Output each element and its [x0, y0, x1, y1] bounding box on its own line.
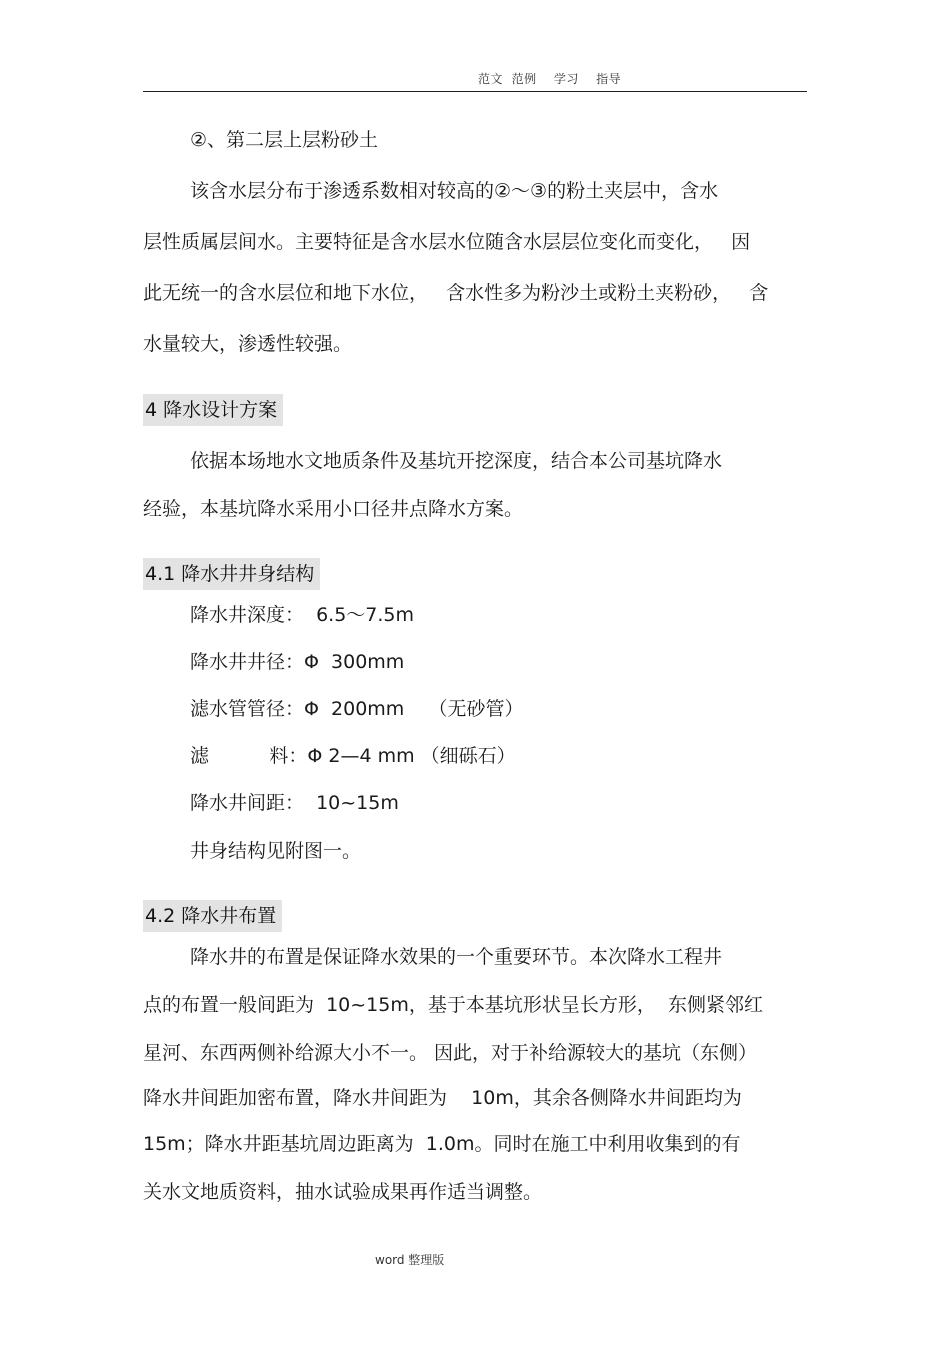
paragraph-line: 水量较大，渗透性较强。	[143, 333, 353, 355]
header-text: 范文 范例 学习 指导	[478, 72, 622, 86]
paragraph-line: 层性质属层间水。主要特征是含水层水位随含水层层位变化而变化， 因	[143, 231, 751, 253]
paragraph-line: 点的布置一般间距为 10~15m，基于本基坑形状呈长方形， 东侧紧邻红	[143, 994, 763, 1016]
paragraph-line: 此无统一的含水层位和地下水位， 含水性多为粉沙土或粉土夹粉砂， 含	[143, 282, 769, 304]
paragraph-line: 依据本场地水文地质条件及基坑开挖深度，结合本公司基坑降水	[190, 450, 723, 472]
section-heading: 4 降水设计方案	[143, 394, 283, 426]
spec-item-note: 井身结构见附图一。	[190, 840, 362, 862]
paragraph-line: 星河、东西两侧补给源大小不一。 因此，对于补给源较大的基坑（东侧）	[143, 1042, 758, 1064]
paragraph-line: 降水井间距加密布置，降水井间距为 10m，其余各侧降水井间距均为	[143, 1087, 742, 1109]
spec-item-filter-material: 滤 料：Φ 2—4 mm （细砾石）	[190, 745, 516, 767]
section-title: ②、第二层上层粉砂土	[190, 129, 379, 151]
section-heading: 4.1 降水井井身结构	[143, 558, 320, 590]
spec-item-spacing: 降水井间距： 10~15m	[190, 792, 399, 814]
spec-item-depth: 降水井深度： 6.5～7.5m	[190, 604, 415, 626]
paragraph-line: 经验，本基坑降水采用小口径井点降水方案。	[143, 498, 524, 520]
paragraph-line: 降水井的布置是保证降水效果的一个重要环节。本次降水工程井	[190, 946, 723, 968]
header-divider	[143, 91, 807, 92]
spec-item-filter-pipe: 滤水管管径：Φ 200mm （无砂管）	[190, 698, 524, 720]
section-heading: 4.2 降水井布置	[143, 900, 282, 932]
spec-item-diameter: 降水井井径：Φ 300mm	[190, 651, 405, 673]
paragraph-line: 关水文地质资料，抽水试验成果再作适当调整。	[143, 1181, 543, 1203]
paragraph-line: 该含水层分布于渗透系数相对较高的②～③的粉土夹层中，含水	[190, 180, 719, 202]
paragraph-line: 15m；降水井距基坑周边距离为 1.0m。同时在施工中利用收集到的有	[143, 1133, 741, 1155]
page-footer: word 整理版	[375, 1253, 445, 1267]
